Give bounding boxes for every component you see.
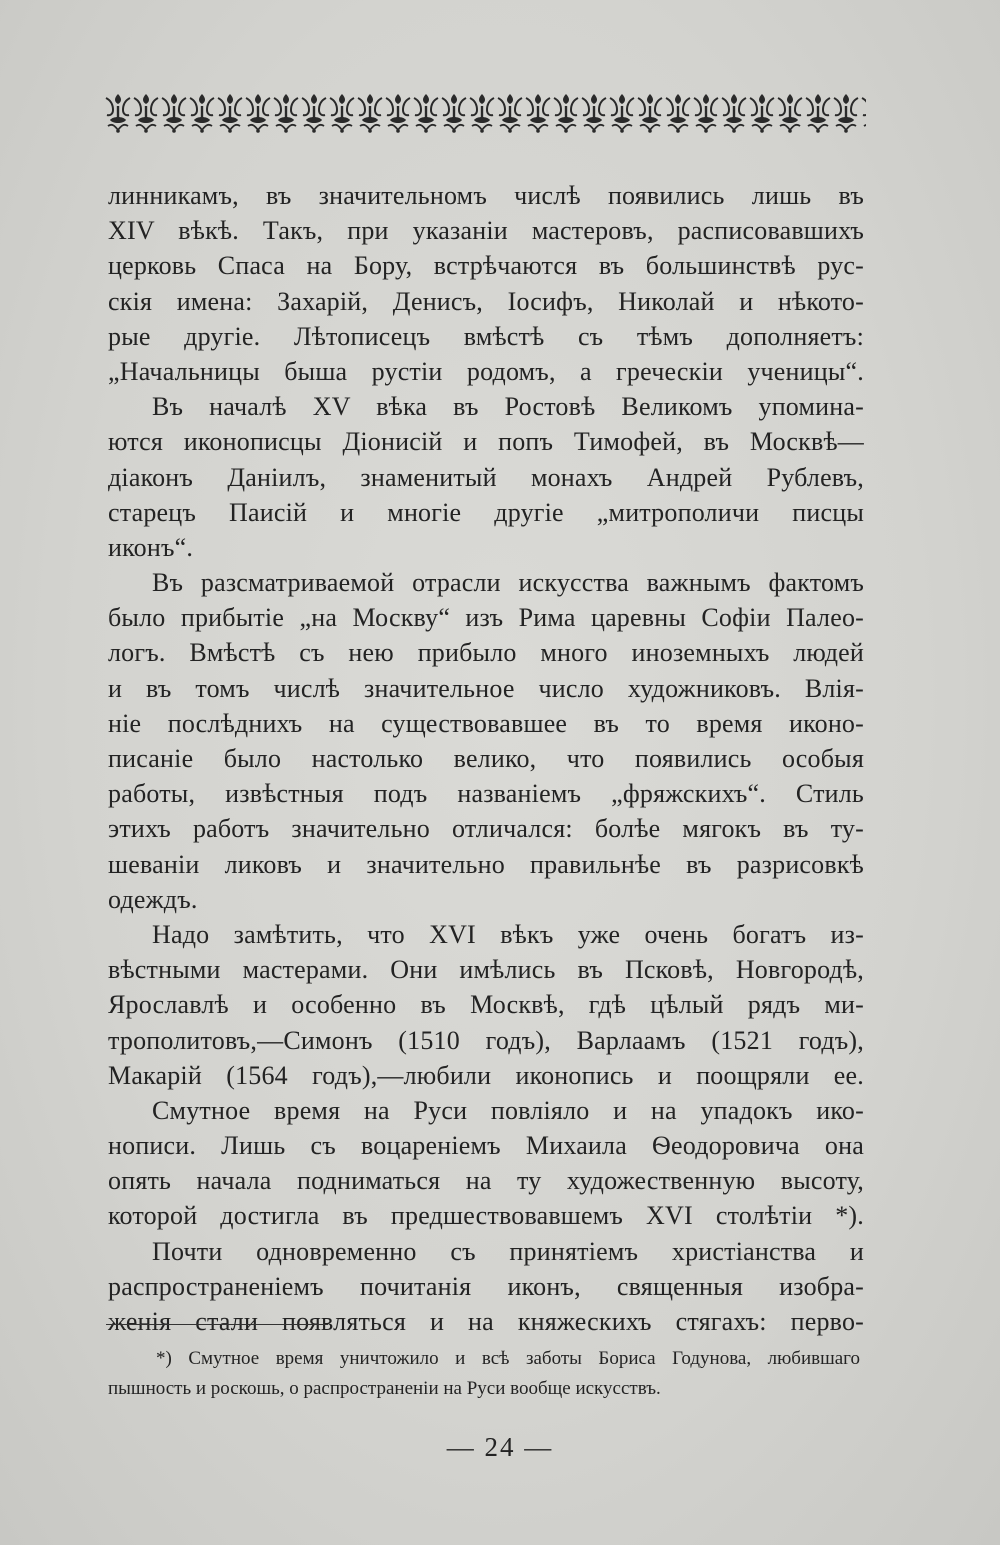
text-line: Почти одновременно съ принятіемъ христіанства и (152, 1236, 864, 1266)
text-line: писаніе было настолько велико, что появились особыя (108, 744, 864, 773)
footnote-line: пышность и роскошь, о распространеніи на Руси вообще искусствъ. (108, 1378, 661, 1399)
footnote (108, 1344, 860, 1404)
text-line: Ярославлѣ и особенно въ Москвѣ, гдѣ цѣлый рядъ ми- (108, 990, 864, 1020)
text-line: этихъ работъ значительно отличался: болѣе мягокъ въ ту- (108, 814, 864, 844)
text-line: Макарій (1564 годъ),—любили иконопись и поощряли ее. (108, 1060, 864, 1090)
page-number: — 24 — (446, 1432, 554, 1462)
text-line: церковь Спаса на Бору, встрѣчаются въ большинствѣ рус- (108, 251, 864, 281)
text-line: XIV вѣкѣ. Такъ, при указаніи мастеровъ, расписовавшихъ (108, 216, 864, 246)
text-line: логъ. Вмѣстѣ съ нею прибыло много иноземныхъ людей (108, 638, 864, 668)
text-line: „Начальницы быша рустіи родомъ, а греческіи ученицы“. (108, 356, 864, 386)
text-line: вѣстными мастерами. Они имѣлись въ Псковѣ, Новгородѣ, (108, 955, 864, 985)
text-line: Въ разсматриваемой отрасли искусства важнымъ фактомъ (152, 568, 864, 598)
text-line: работы, извѣстныя подъ названіемъ „фряжскихъ“. Стиль (108, 779, 864, 809)
footnote-divider (106, 1324, 328, 1325)
text-line: линникамъ, въ значительномъ числѣ появились лишь въ (108, 181, 864, 210)
text-line: одеждъ. (108, 884, 198, 914)
text-line: діаконъ Даніилъ, знаменитый монахъ Андрей Рублевъ, (108, 462, 864, 492)
text-line: шеваніи ликовъ и значительно правильнѣе въ разрисовкѣ (108, 849, 864, 879)
text-line: и въ томъ числѣ значительное число художниковъ. Влія- (108, 673, 864, 703)
text-line: которой достигла въ предшествовавшемъ XVI столѣтіи *). (108, 1201, 864, 1231)
text-line: ніе послѣднихъ на существовавшее въ то время иконо- (108, 708, 864, 738)
text-line: Въ началѣ XV вѣка въ Ростовѣ Великомъ упомина- (152, 392, 864, 422)
text-line: скія имена: Захарій, Денисъ, Іосифъ, Николай и нѣкото- (108, 286, 864, 316)
ornamental-header-band (104, 90, 866, 134)
text-line: ются иконописцы Діонисій и попъ Тимофей, въ Москвѣ— (108, 427, 864, 457)
text-line: распространеніемъ почитанія иконъ, священныя изобра- (108, 1271, 864, 1301)
text-line: опять начала подниматься на ту художественную высоту, (108, 1166, 864, 1196)
text-line: рые другіе. Лѣтописецъ вмѣстѣ съ тѣмъ дополняетъ: (108, 321, 864, 351)
main-text (108, 178, 864, 1339)
text-line: женія стали появляться и на княжескихъ стягахъ: перво- (108, 1307, 864, 1336)
text-line: нописи. Лишь съ воцареніемъ Михаила Ѳеодоровича она (108, 1131, 864, 1161)
text-line: трополитовъ,—Симонъ (1510 годъ), Варлаамъ (1521 годъ), (108, 1025, 864, 1055)
footnote-line: *) Смутное время уничтожило и всѣ заботы Бориса Годунова, любившаго (156, 1348, 860, 1369)
text-line: Смутное время на Руси повліяло и на упадокъ ико- (152, 1095, 864, 1125)
text-line: было прибытіе „на Москву“ изъ Рима царевны Софіи Палео- (108, 603, 864, 633)
text-line: старецъ Паисій и многіе другіе „митрополичи писцы (108, 497, 864, 527)
text-line: иконъ“. (108, 532, 194, 562)
text-line: Надо замѣтить, что XVI вѣкъ уже очень богатъ из- (152, 919, 864, 949)
